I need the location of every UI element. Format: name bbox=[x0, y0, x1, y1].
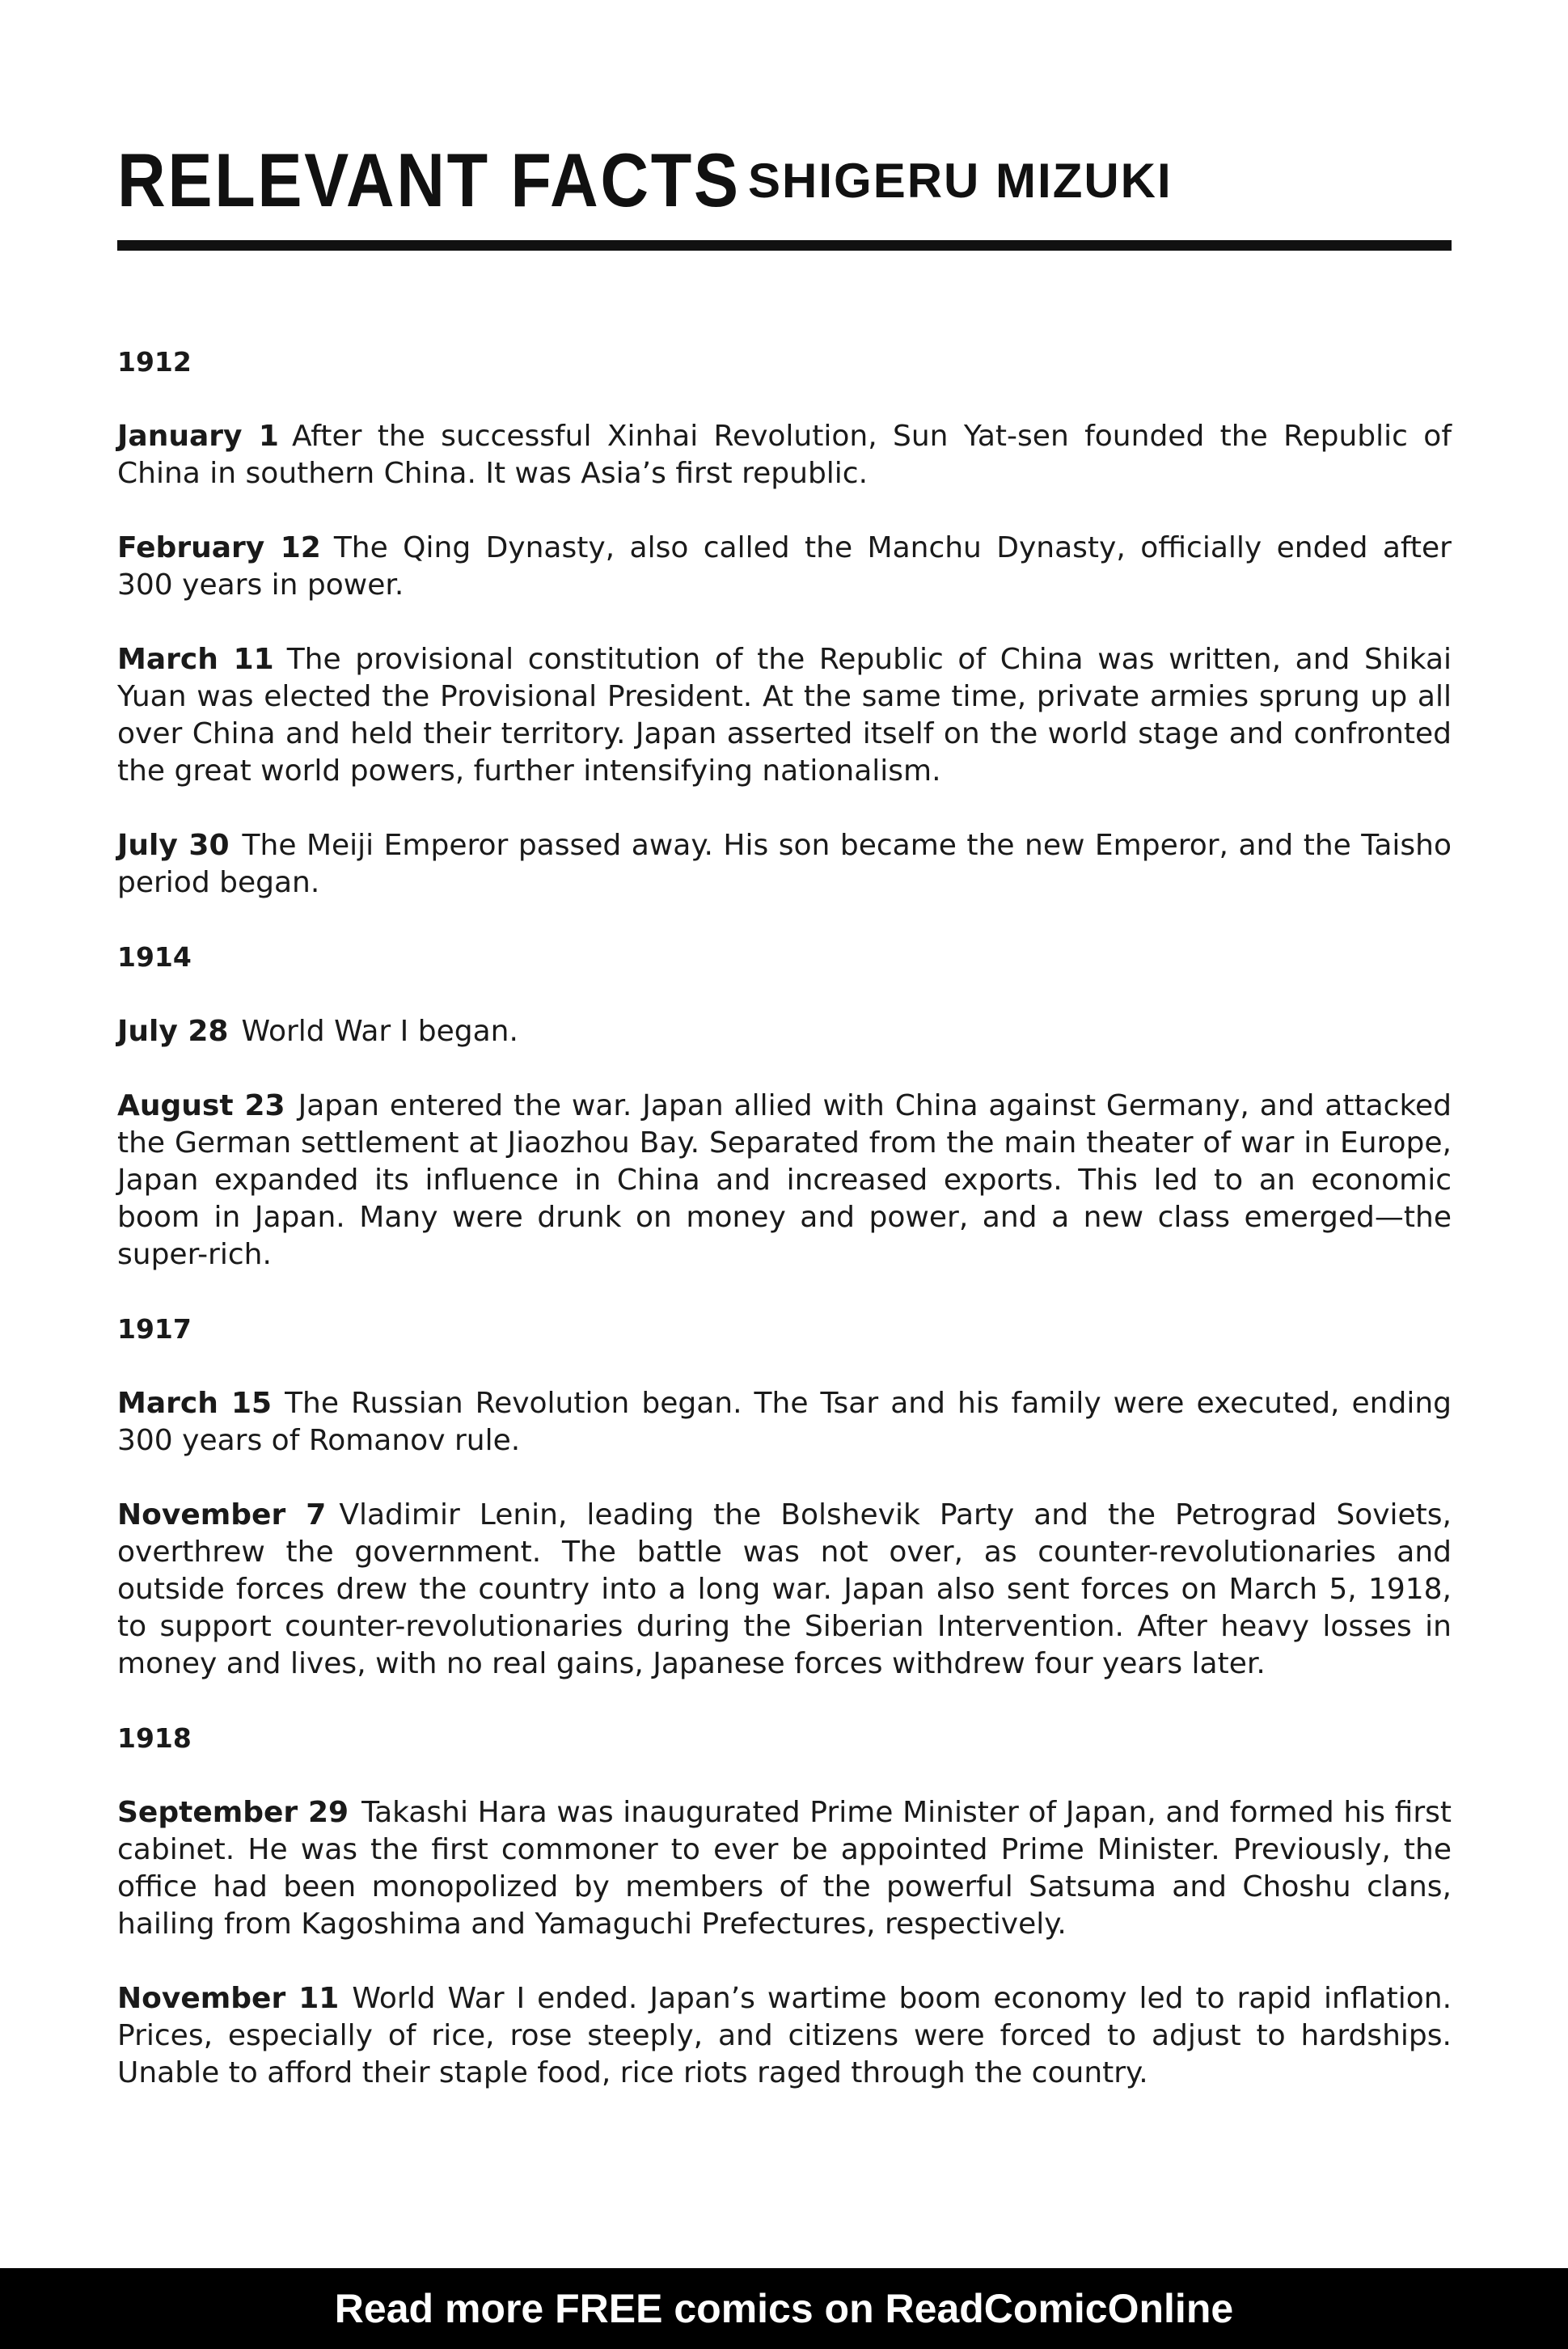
entry-date: August 23 bbox=[117, 1089, 285, 1122]
entry-text: The Qing Dynasty, also called the Manchu Dynasty, officially ended after 300 years in power. bbox=[117, 531, 1452, 602]
timeline-entry bbox=[117, 530, 1452, 604]
entry-text: World War I began. bbox=[241, 1015, 518, 1048]
promo-banner bbox=[0, 2268, 1568, 2349]
author-name: SHIGERU MIZUKI bbox=[748, 154, 1173, 208]
timeline-entry bbox=[117, 1497, 1452, 1683]
year-heading: 1914 bbox=[117, 941, 192, 973]
timeline-entry bbox=[117, 1088, 1452, 1274]
entry-date: January 1 bbox=[117, 420, 279, 453]
timeline-entry bbox=[117, 641, 1452, 790]
timeline-entry bbox=[117, 1013, 1452, 1050]
entry-date: March 15 bbox=[117, 1387, 273, 1420]
page-title: RELEVANT FACTS bbox=[117, 137, 741, 222]
year-heading: 1917 bbox=[117, 1313, 192, 1345]
entry-date: July 28 bbox=[117, 1015, 229, 1048]
entry-text: The provisional constitution of the Republic of China was written, and Shikai Yuan was elected the Provisional President. At the same time, private armies sprung up all over China and held their territory. Japan asserted itself on the world stage and confronted the great world powers, further intensifying nationalism. bbox=[117, 643, 1452, 788]
entry-text: Takashi Hara was inaugurated Prime Minister of Japan, and formed his first cabinet. He was the first commoner to ever be appointed Prime Minister. Previously, the office had been monopolized by members of the powerful Satsuma and Choshu clans, hailing from Kagoshima and Yamaguchi Prefectures, respectively. bbox=[117, 1796, 1452, 1941]
entry-text: The Russian Revolution began. The Tsar and his family were executed, ending 300 years of Romanov rule. bbox=[117, 1387, 1452, 1457]
timeline bbox=[117, 344, 1452, 2129]
timeline-entry bbox=[117, 1385, 1452, 1460]
entry-text: After the successful Xinhai Revolution, Sun Yat-sen founded the Republic of China in southern China. It was Asia’s first republic. bbox=[117, 420, 1452, 490]
timeline-entry bbox=[117, 827, 1452, 902]
header-divider bbox=[117, 240, 1452, 251]
entry-date: July 30 bbox=[117, 829, 230, 862]
entry-date: February 12 bbox=[117, 531, 321, 564]
entry-date: September 29 bbox=[117, 1796, 349, 1829]
promo-text: Read more FREE comics on ReadComicOnline bbox=[334, 2286, 1234, 2331]
entry-date: November 7 bbox=[117, 1498, 327, 1531]
timeline-entry bbox=[117, 1980, 1452, 2092]
entry-text: Vladimir Lenin, leading the Bolshevik Party and the Petrograd Soviets, overthrew the government. The battle was not over, as counter-revolutionaries and outside forces drew the country into a long war. Japan also sent forces on March 5, 1918, to support counter-revolutionaries during the Siberian Intervention. After heavy losses in money and lives, with no real gains, Japanese forces withdrew four years later. bbox=[117, 1498, 1452, 1680]
timeline-entry bbox=[117, 1794, 1452, 1943]
entry-text: The Meiji Emperor passed away. His son became the new Emperor, and the Taisho period began. bbox=[117, 829, 1452, 899]
year-heading: 1912 bbox=[117, 346, 192, 378]
year-heading: 1918 bbox=[117, 1722, 192, 1754]
entry-date: November 11 bbox=[117, 1982, 340, 2015]
entry-date: March 11 bbox=[117, 643, 274, 676]
entry-text: World War I ended. Japan’s wartime boom economy led to rapid inflation. Prices, especially of rice, rose steeply, and citizens were forced to adjust to hardships. Unable to afford their staple food, rice riots raged through the country. bbox=[117, 1982, 1452, 2089]
entry-text: Japan entered the war. Japan allied with China against Germany, and attacked the German settlement at Jiaozhou Bay. Separated from the main theater of war in Europe, Japan expanded its influence in China and increased exports. This led to an economic boom in Japan. Many were drunk on money and power, and a new class emerged—the super-rich. bbox=[117, 1089, 1452, 1271]
page-header bbox=[117, 137, 1452, 222]
timeline-entry bbox=[117, 418, 1452, 492]
